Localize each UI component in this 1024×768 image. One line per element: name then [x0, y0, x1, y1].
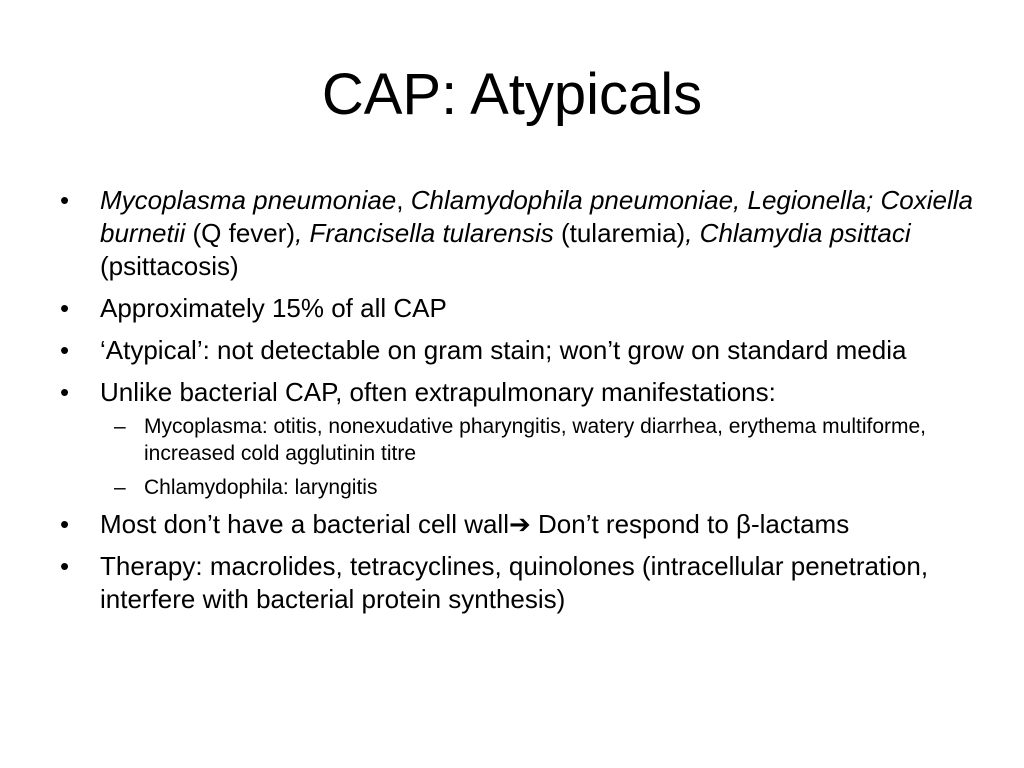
text-segment: (tularemia): [553, 218, 686, 248]
sub-bullet-mycoplasma: [100, 413, 990, 467]
slide-title: CAP: Atypicals: [321, 62, 703, 127]
bullet-prevalence: [60, 292, 990, 325]
right-arrow-icon: ➔: [508, 509, 531, 539]
bullet-marker: •: [60, 509, 70, 539]
bullet-extrapulmonary: [60, 376, 990, 501]
bullet-marker: •: [60, 293, 70, 323]
bullet-text: Most don’t have a bacterial cell wall: [100, 509, 509, 539]
bullet-marker: •: [60, 335, 70, 365]
organism-name: Mycoplasma pneumoniae: [100, 185, 397, 215]
bullet-marker: •: [60, 551, 70, 581]
sub-bullet-text: Chlamydophila: laryngitis: [144, 476, 378, 499]
sub-bullet-marker: –: [114, 476, 126, 499]
organism-name: Chlamydophila pneumoniae, Legionella; Coxiella burnetii: [100, 185, 973, 248]
text-segment: (psittacosis): [100, 251, 239, 281]
bullet-text: Unlike bacterial CAP, often extrapulmonary manifestations:: [100, 377, 776, 407]
bullet-text: Therapy: macrolides, tetracyclines, quinolones (intracellular penetration, interfere with bacterial protein synthesis): [100, 551, 929, 614]
bullet-atypical-definition: [60, 334, 990, 367]
bullet-organisms: [60, 184, 990, 283]
sub-bullet-text: Mycoplasma: otitis, nonexudative pharyngitis, watery diarrhea, erythema multiforme, increased cold agglutinin titre: [144, 415, 927, 465]
bullet-text: Don’t respond to β-lactams: [530, 509, 850, 539]
bullet-marker: •: [60, 185, 70, 215]
bullet-marker: •: [60, 377, 70, 407]
bullet-text: ‘Atypical’: not detectable on gram stain; won’t grow on standard media: [100, 335, 907, 365]
sub-bullet-list: [100, 413, 990, 501]
text-segment: (Q fever): [185, 218, 296, 248]
sub-bullet-marker: –: [114, 415, 126, 438]
organism-name: , Chlamydia psittaci: [685, 218, 911, 248]
sub-bullet-chlamydophila: [100, 474, 990, 501]
bullet-list: [60, 184, 990, 625]
bullet-text: Approximately 15% of all CAP: [100, 293, 447, 323]
bullet-therapy: [60, 550, 990, 616]
bullet-cell-wall: [60, 508, 990, 541]
organism-name: , Francisella tularensis: [295, 218, 554, 248]
text-segment: ,: [396, 185, 411, 215]
